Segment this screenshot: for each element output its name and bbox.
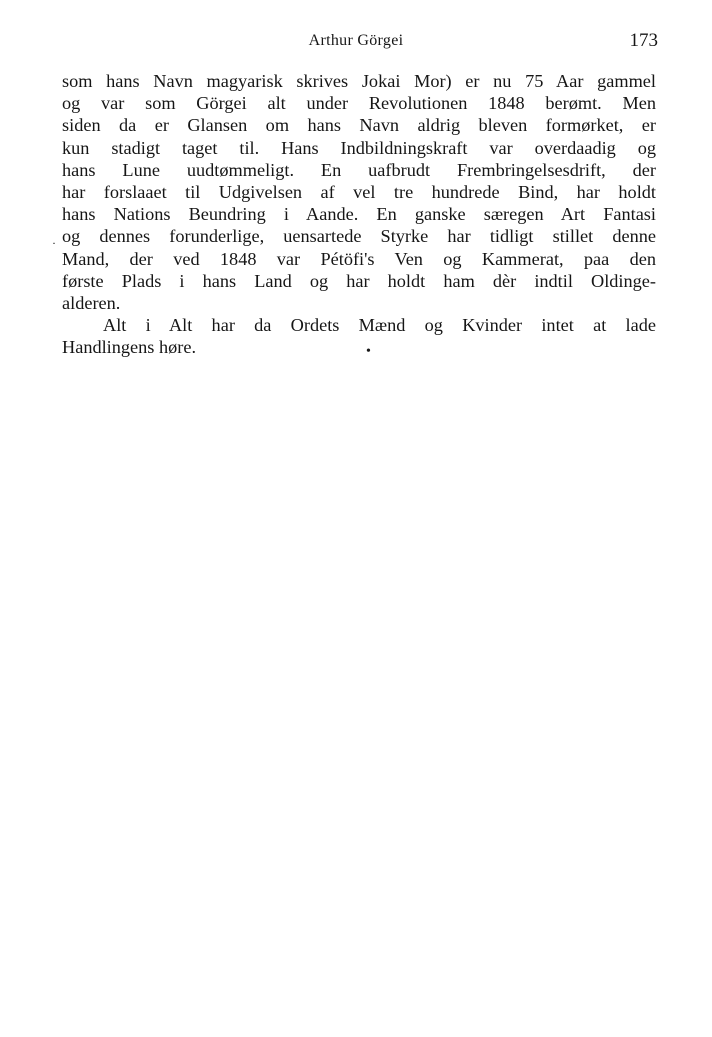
text-line: første Plads i hans Land og har holdt ham dèr indtil Oldinge- (62, 270, 656, 291)
running-title: Arthur Görgei (308, 32, 404, 49)
text-line: hans Nations Beundring i Aande. En ganske særegen Art Fantasi (62, 204, 656, 225)
text-line: Handlingens høre. (62, 337, 197, 358)
body-text (62, 70, 656, 358)
text-line: har forslaaet til Udgivelsen af vel tre hundrede Bind, har holdt (62, 181, 656, 202)
page-number: 173 (629, 30, 658, 51)
text-line: Mand, der ved 1848 var Pétöfi's Ven og Kammerat, paa den (62, 248, 656, 269)
text-line: kun stadigt taget til. Hans Indbildningskraft var overdaadig og (62, 137, 656, 158)
paragraph-2 (62, 314, 656, 358)
paragraph-1 (62, 70, 656, 314)
text-line: alderen. (62, 292, 121, 313)
text-line: hans Lune uudtømmeligt. En uafbrudt Frembringelsesdrift, der (62, 159, 656, 180)
text-line: Alt i Alt har da Ordets Mænd og Kvinder intet at lade (103, 315, 656, 336)
text-line: og dennes forunderlige, uensartede Styrke har tidligt stillet denne (62, 226, 656, 247)
text-line: som hans Navn magyarisk skrives Jokai Mor) er nu 75 Aar gammel (62, 71, 656, 91)
text-line: og var som Görgei alt under Revolutionen 1848 berømt. Men (62, 93, 656, 114)
margin-dot-mark: · (52, 236, 56, 250)
text-line: siden da er Glansen om hans Navn aldrig bleven formørket, er (62, 115, 656, 136)
running-head (0, 30, 712, 54)
ink-dot-mark: • (366, 344, 371, 359)
